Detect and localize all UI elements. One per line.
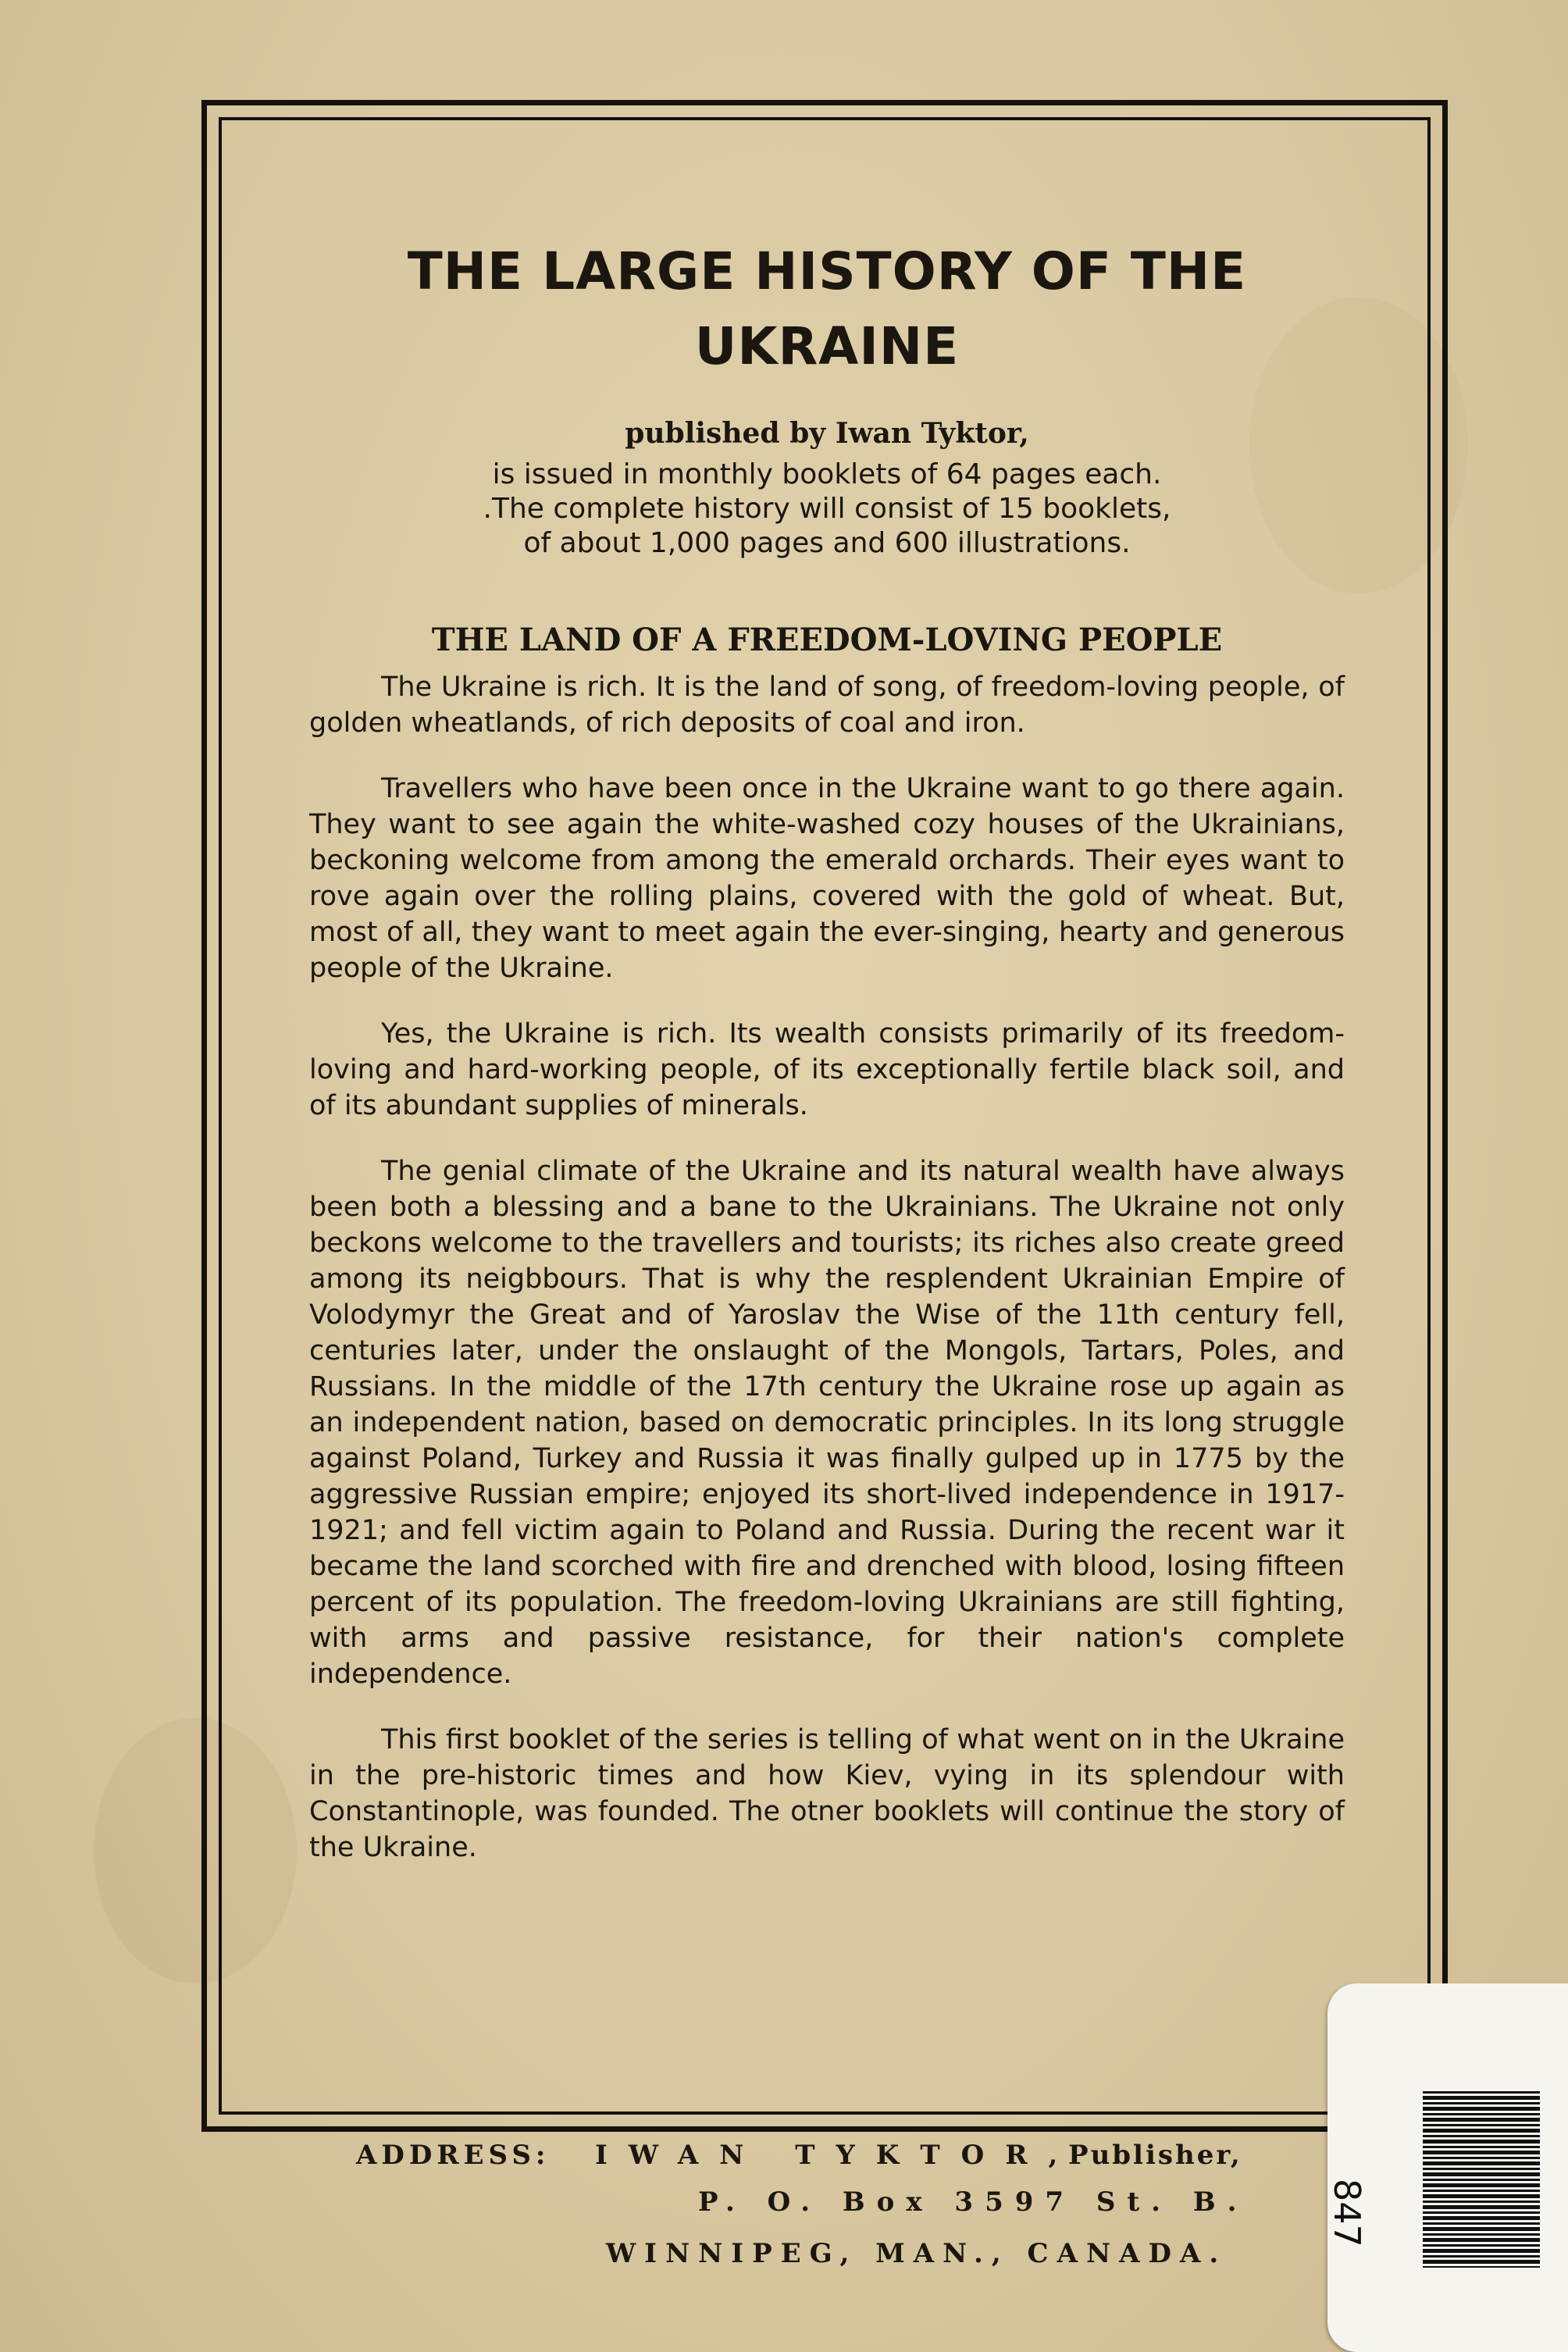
publication-summary	[309, 458, 1345, 561]
body-paragraph: The genial climate of the Ukraine and its natural wealth have always been both a blessing and a bane to the Ukrainians. The Ukraine not only beckons welcome to the travellers and tourists; its riches also create greed among its neigbbours. That is why the resplendent Ukrainian Empire of Volodymyr the Great and of Yaroslav the Wise of the 11th century fell, centuries later, under the onslaught of the Mongols, Tartars, Poles, and Russians. In the middle of the 17th century the Ukraine rose up again as an independent nation, based on democratic principles. In its long struggle against Poland, Turkey and Russia it was finally gulped up in 1775 by the aggressive Russian empire; enjoyed its short-lived independence in 1917-1921; and fell victim again to Poland and Russia. During the recent war it became the land scorched with fire and drenched with blood, losing fifteen percent of its population. The freedom-loving Ukrainians are still fighting, with arms and passive resistance, for their nation's complete independence.	[309, 1156, 1345, 1690]
address-role: Publisher,	[1068, 2140, 1242, 2171]
barcode-icon	[1423, 2091, 1540, 2268]
section-heading: THE LAND OF A FREEDOM-LOVING PEOPLE	[431, 622, 1223, 658]
address-label: ADDRESS:	[356, 2140, 551, 2171]
address-name: IWAN TYKTOR,	[595, 2140, 1079, 2171]
title-line: UKRAINE	[694, 316, 960, 376]
barcode-number: 847	[1326, 2179, 1368, 2247]
body-paragraph: This first booklet of the series is telling of what went on in the Ukraine in the pre-historic times and how Kiev, vying in its splendour with Constantinople, was founded. The otner booklets will continue the story of the Ukraine.	[309, 1724, 1345, 1863]
publisher-line: published by Iwan Tyktor,	[625, 417, 1029, 450]
body-paragraph: Travellers who have been once in the Ukraine want to go there again. They want to see again the white-washed cozy houses of the Ukrainians, beckoning welcome from among the emerald orchards. Their eyes want to rove again over the rolling plains, covered with the gold of wheat. But, most of all, they want to meet again the ever-singing, hearty and generous people of the Ukraine.	[309, 773, 1345, 984]
summary-line: of about 1,000 pages and 600 illustrations.	[523, 527, 1131, 559]
address-po-box: P. O. Box 3597 St. B.	[698, 2186, 1249, 2218]
address-city: WINNIPEG, MAN., CANADA.	[606, 2238, 1228, 2269]
page-title	[309, 234, 1345, 384]
body-paragraph: Yes, the Ukraine is rich. Its wealth consists primarily of its freedom-loving and hard-working people, of its exceptionally fertile black soil, and of its abundant supplies of minerals.	[309, 1018, 1345, 1121]
title-line: THE LARGE HISTORY OF THE	[407, 241, 1247, 301]
body-paragraph: The Ukraine is rich. It is the land of song, of freedom-loving people, of golden wheatlands, of rich deposits of coal and iron.	[309, 672, 1345, 739]
notice-content	[309, 234, 1345, 1895]
summary-line: .The complete history will consist of 15 booklets,	[483, 493, 1171, 525]
summary-line: is issued in monthly booklets of 64 pages each.	[492, 458, 1162, 490]
